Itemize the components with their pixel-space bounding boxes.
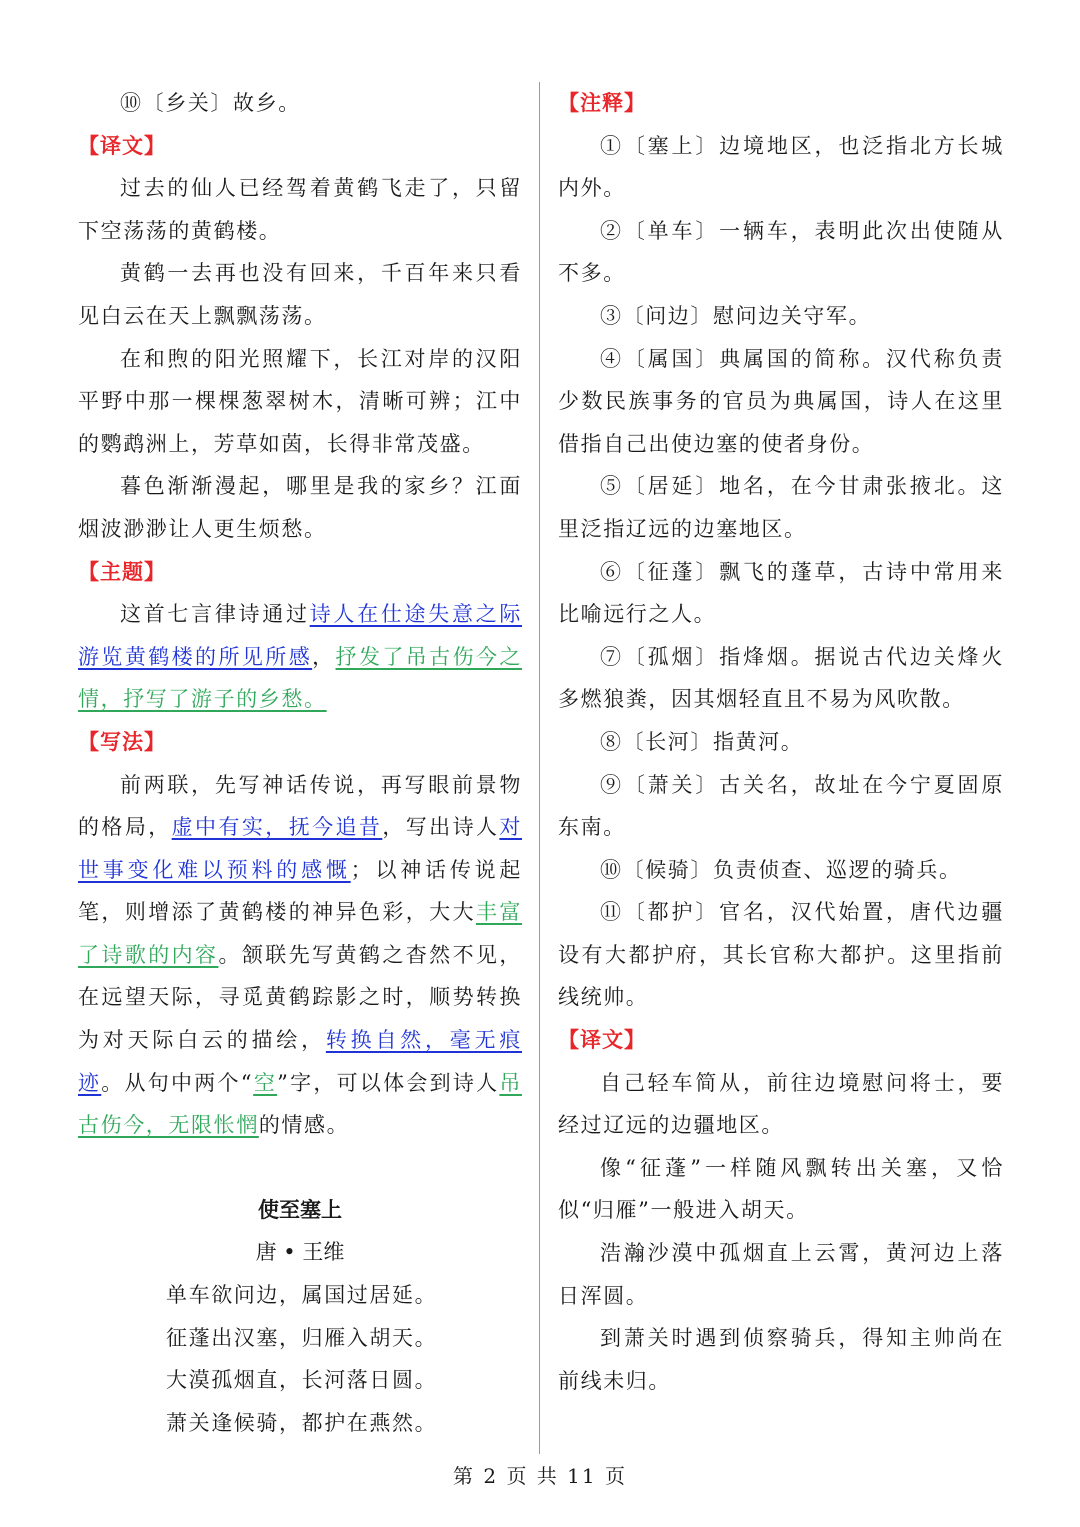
note-item: ④〔属国〕典属国的简称。汉代称负责少数民族事务的官员为典属国，诗人在这里借指自己出使边塞的使者身份。	[558, 346, 1004, 456]
writing-highlight-green: 吊古伤今，无限怅惘	[78, 1070, 522, 1138]
left-column	[78, 82, 522, 1444]
note-item: ①〔塞上〕边境地区，也泛指北方长城内外。	[558, 133, 1004, 201]
writing-text: 。颔联先写黄鹤之杳然不见，在远望天际，寻觅黄鹤踪影之时，顺势转换为对天际白云的描绘，	[78, 942, 522, 1053]
writing-text: 的情感。	[258, 1113, 350, 1138]
theme-text: 这首七言律诗通过	[120, 602, 310, 627]
note-item: ⑤〔居延〕地名，在今甘肃张掖北。这里泛指辽远的边塞地区。	[558, 474, 1004, 541]
section-spacer	[78, 1147, 522, 1189]
note-10-hometown: ⑩〔乡关〕故乡。	[120, 91, 301, 115]
writing-text: 前两联，先写神话传说，再写眼前景物的格局，	[78, 772, 522, 840]
translation-para-3: 浩瀚沙漠中孤烟直上云霄，黄河边上落日浑圆。	[558, 1241, 1004, 1308]
translation-heading: 【译文】	[78, 133, 166, 158]
writing-text: 。从句中两个“	[101, 1070, 254, 1095]
poem-author: 唐 • 王维	[255, 1240, 345, 1265]
right-column	[558, 82, 1004, 1402]
note-item: ③〔问边〕慰问边关守军。	[600, 303, 872, 328]
translation-para-1: 自己轻车简从，前往边境慰问将士，要经过辽远的边疆地区。	[558, 1070, 1004, 1138]
writing-paragraph	[78, 764, 522, 1147]
writing-text: ，写出诗人	[382, 815, 500, 840]
theme-heading: 【主题】	[78, 559, 166, 584]
note-item: ⑧〔长河〕指黄河。	[600, 729, 804, 754]
theme-highlight-blue: 诗人在仕途失意之际游览黄鹤楼的所见所感	[78, 602, 522, 669]
writing-text: ”字，可以体会到诗人	[277, 1070, 500, 1095]
note-item: ⑩〔候骑〕负责侦查、巡逻的骑兵。	[600, 857, 962, 882]
note-item: ⑥〔征蓬〕飘飞的蓬草，古诗中常用来比喻远行之人。	[558, 559, 1004, 627]
poem-title: 使至塞上	[258, 1197, 342, 1222]
writing-highlight-green: 空	[253, 1070, 278, 1095]
writing-heading: 【写法】	[78, 729, 166, 754]
translation-para-4: 到萧关时遇到侦察骑兵，得知主帅尚在前线未归。	[558, 1326, 1004, 1393]
poem-line-2: 征蓬出汉塞，归雁入胡天。	[166, 1325, 438, 1350]
note-item: ②〔单车〕一辆车，表明此次出使随从不多。	[558, 218, 1004, 286]
poem-line-3: 大漠孤烟直，长河落日圆。	[166, 1368, 438, 1393]
translation-para-1: 过去的仙人已经驾着黄鹤飞走了，只留下空荡荡的黄鹤楼。	[78, 176, 522, 243]
column-divider	[539, 82, 540, 1454]
writing-highlight-blue: 对世事变化难以预料的感慨	[78, 815, 523, 882]
writing-highlight-blue: 虚中有实，抚今追昔	[171, 815, 383, 840]
poem-line-1: 单车欲问边，属国过居延。	[166, 1283, 438, 1308]
note-item: ⑦〔孤烟〕指烽烟。据说古代边关烽火多燃狼粪，因其烟轻直且不易为风吹散。	[558, 644, 1004, 712]
writing-highlight-blue: 转换自然，毫无痕迹	[78, 1028, 522, 1095]
notes-heading: 【注释】	[558, 91, 646, 115]
note-item: ⑪〔都护〕官名，汉代始置，唐代边疆设有大都护府，其长官称大都护。这里指前线统帅。	[558, 900, 1004, 1010]
translation-para-2: 黄鹤一去再也没有回来，千百年来只看见白云在天上飘飘荡荡。	[78, 261, 522, 328]
translation-para-3: 在和煦的阳光照耀下，长江对岸的汉阳平野中那一棵棵葱翠树木，清晰可辨；江中的鹦鹉洲上，芳草如茵，长得非常茂盛。	[78, 346, 522, 456]
poem-line-4: 萧关逢候骑，都护在燕然。	[166, 1410, 438, 1435]
page-number-footer: 第 2 页 共 11 页	[453, 1464, 627, 1488]
translation-para-4: 暮色渐渐漫起，哪里是我的家乡？江面烟波渺渺让人更生烦愁。	[78, 474, 522, 541]
theme-paragraph	[78, 593, 522, 721]
translation-para-2: 像“征蓬”一样随风飘转出关塞，又恰似“归雁”一般进入胡天。	[558, 1155, 1004, 1223]
writing-text: ；以神话传说起笔，则增添了黄鹤楼的神异色彩，大大	[78, 857, 522, 925]
theme-text: ，	[312, 644, 336, 669]
translation-heading: 【译文】	[558, 1028, 646, 1053]
theme-highlight-green: 抒发了吊古伤今之情，抒写了游子的乡愁。	[78, 644, 522, 712]
writing-highlight-green: 丰富了诗歌的内容	[78, 900, 522, 967]
note-item: ⑨〔萧关〕古关名，故址在今宁夏固原东南。	[558, 772, 1004, 840]
